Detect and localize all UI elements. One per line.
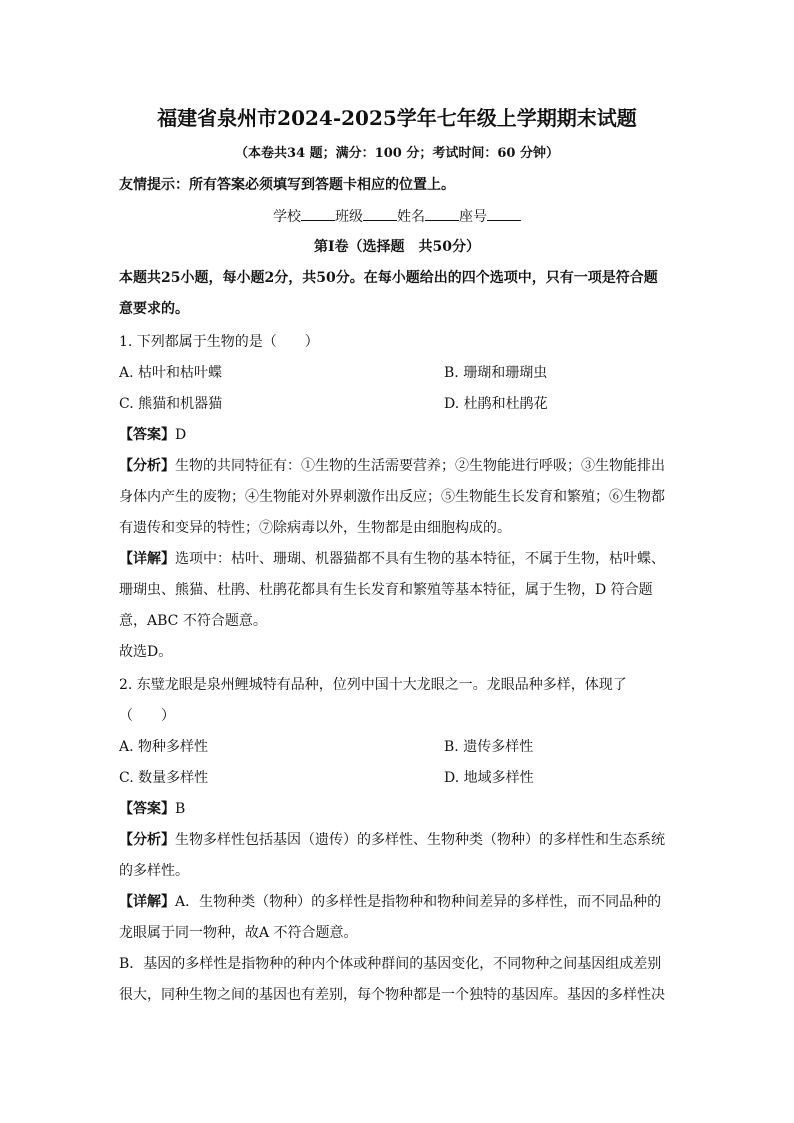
field-name-label: 姓名: [397, 209, 425, 225]
q1-stem: 1. 下列都属于生物的是（ ）: [119, 334, 319, 350]
q1-analysis-text-1: 生物的共同特征有：①生物的生活需要营养；②生物能进行呼吸；③生物能排出: [175, 458, 665, 474]
field-class-label: 班级: [335, 209, 363, 225]
page-title: 福建省泉州市2024-2025学年七年级上学期期末试题: [157, 106, 637, 130]
q1-option-d: D. 杜鹃和杜鹃花: [444, 396, 548, 412]
q2-detail-tag: 【详解】: [119, 894, 175, 910]
q1-answer-tag: 【答案】: [119, 427, 175, 443]
field-school-blank[interactable]: [301, 206, 335, 221]
instructions-line-1: 本题共25小题，每小题2分，共50分。在每小题给出的四个选项中，只有一项是符合题: [119, 270, 658, 286]
q2-detail-line-4: 很大，同种生物之间的基因也有差别，每个物种都是一个独特的基因库。基因的多样性决: [119, 987, 665, 1003]
q1-detail-tag: 【详解】: [119, 551, 175, 567]
q1-conclusion: 故选D。: [119, 644, 173, 660]
q1-detail-text-1: 选项中：枯叶、珊瑚、机器猫都不具有生物的基本特征，不属于生物，枯叶蝶、: [175, 551, 665, 567]
q1-analysis-line-1: [119, 456, 679, 476]
field-seat-blank[interactable]: [487, 206, 521, 221]
field-seat-label: 座号: [459, 209, 487, 225]
q1-detail-line-3: 意，ABC 不符合题意。: [119, 613, 267, 629]
q2-option-b: B. 遗传多样性: [444, 739, 534, 755]
exam-info: （本卷共34 题；满分：100 分；考试时间：60 分钟）: [235, 146, 559, 161]
instructions-line-2: 意要求的。: [119, 301, 189, 317]
q1-analysis-line-3: 有遗传和变异的特性；⑦除病毒以外，生物都是由细胞构成的。: [119, 520, 511, 536]
q1-option-c: C. 熊猫和机器猫: [119, 396, 223, 412]
q2-analysis-text-1: 生物多样性包括基因（遗传）的多样性、生物种类（物种）的多样性和生态系统: [175, 832, 665, 848]
q2-option-a: A. 物种多样性: [119, 739, 209, 755]
q2-detail-text-1: A．生物种类（物种）的多样性是指物种和物种间差异的多样性，而不同品种的: [175, 894, 662, 910]
field-class-blank[interactable]: [363, 206, 397, 221]
q1-option-a: A. 枯叶和枯叶蝶: [119, 365, 223, 381]
q2-answer-tag: 【答案】: [119, 801, 175, 817]
q2-analysis-line-1: [119, 830, 679, 850]
q2-detail-line-3: B．基因的多样性是指物种的种内个体或种群间的基因变化，不同物种之间基因组成差别: [119, 956, 662, 972]
q2-option-c: C. 数量多样性: [119, 770, 209, 786]
student-info-fields: [0, 206, 794, 227]
q1-analysis-tag: 【分析】: [119, 458, 175, 474]
q1-answer-value: D: [175, 427, 187, 443]
q1-detail-line-2: 珊瑚虫、熊猫、杜鹃、杜鹃花都具有生长发育和繁殖等基本特征，属于生物，D 符合题: [119, 582, 653, 598]
q2-answer: [119, 799, 679, 819]
field-name-blank[interactable]: [425, 206, 459, 221]
q2-analysis-line-2: 的多样性。: [119, 863, 189, 879]
q2-stem-line-2: （ ）: [119, 708, 175, 724]
q2-detail-line-1: [119, 892, 679, 912]
q1-detail-line-1: [119, 549, 679, 569]
q2-answer-value: B: [175, 801, 186, 817]
q2-stem-line-1: 2. 东璧龙眼是泉州鲤城特有品种，位列中国十大龙眼之一。龙眼品种多样，体现了: [119, 677, 627, 693]
q2-analysis-tag: 【分析】: [119, 832, 175, 848]
q1-analysis-line-2: 身体内产生的废物；④生物能对外界刺激作出反应；⑤生物能生长发育和繁殖；⑥生物都: [119, 489, 665, 505]
friendly-tip: 友情提示：所有答案必须填写到答题卡相应的位置上。: [119, 177, 455, 193]
field-school-label: 学校: [273, 209, 301, 225]
q1-answer: [119, 425, 679, 445]
section-heading: 第Ⅰ卷（选择题 共50分）: [313, 239, 481, 255]
q1-option-b: B. 珊瑚和珊瑚虫: [444, 365, 548, 381]
q2-option-d: D. 地域多样性: [444, 770, 534, 786]
q2-detail-line-2: 龙眼属于同一物种，故A 不符合题意。: [119, 925, 358, 941]
